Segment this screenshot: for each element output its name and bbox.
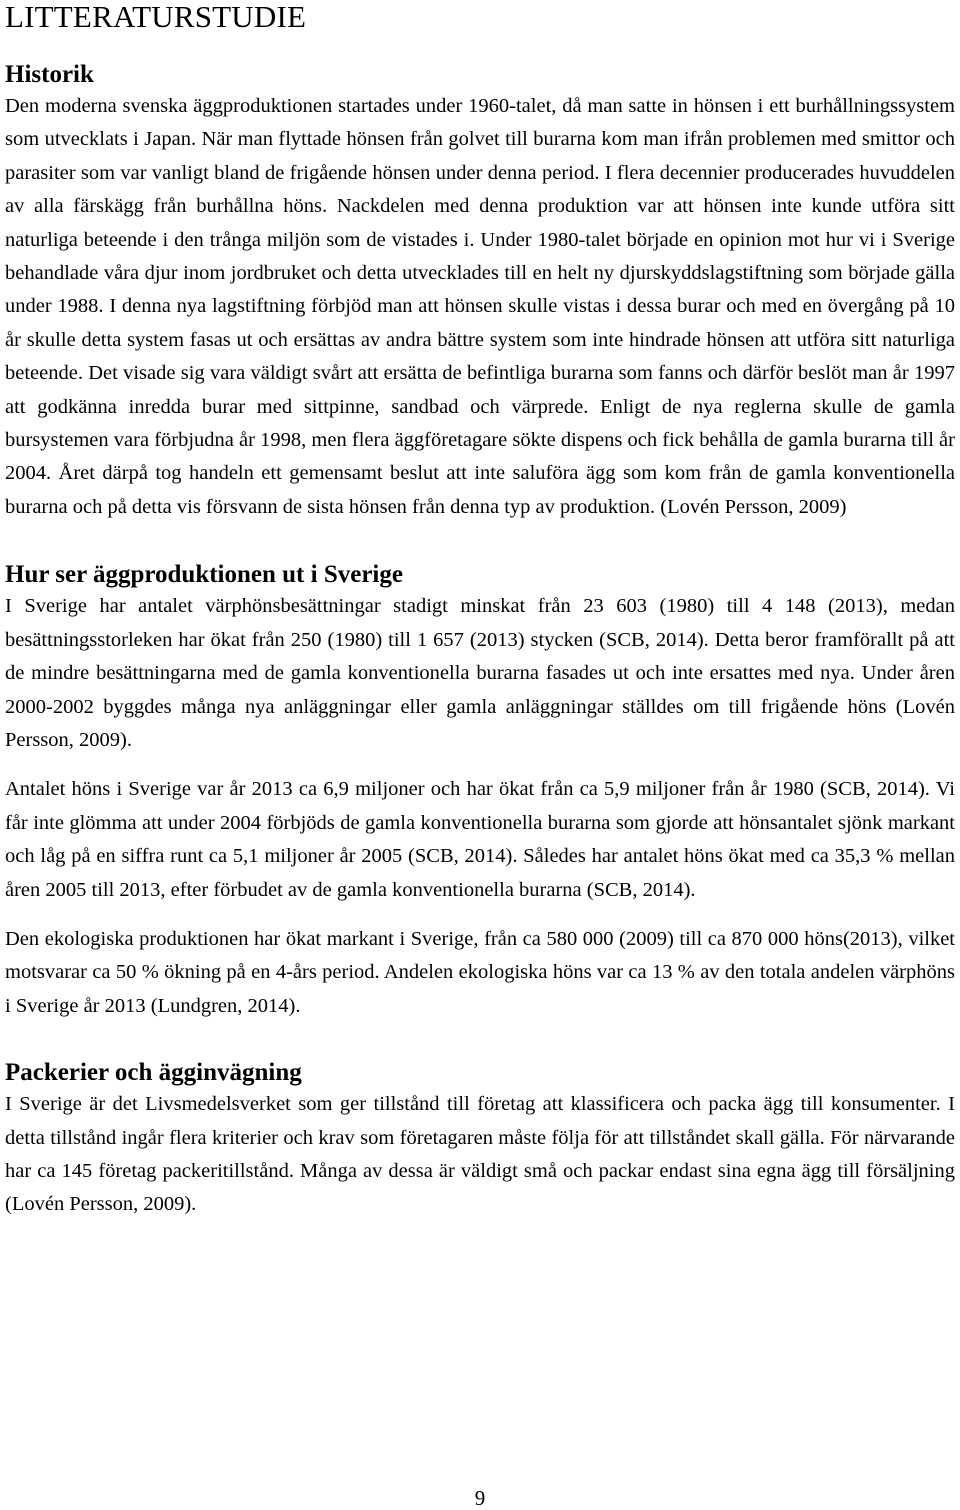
paragraph-antal-hons: Antalet höns i Sverige var år 2013 ca 6,9 miljoner och har ökat från ca 5,9 miljoner från år 1980 (SCB, 2014). Vi får inte glömma att under 2004 förbjöds de gamla konventionella burarna som gjorde att hönsantalet sjönk markant och låg på en siffra runt ca 5,1 miljoner år 2005 (SCB, 2014). Således har antalet höns ökat med ca 35,3 % mellan åren 2005 till 2013, efter förbudet av de gamla konventionella burarna (SCB, 2014).	[5, 778, 955, 901]
page-number: 9	[474, 1486, 486, 1510]
section-heading-aggproduktion: Hur ser äggproduktionen ut i Sverige	[5, 561, 403, 589]
document-page	[5, 0, 955, 1222]
document-title: LITTERATURSTUDIE	[5, 0, 307, 34]
paragraph-packerier: I Sverige är det Livsmedelsverket som ger tillstånd till företag att klassificera och packa ägg till konsumenter. I detta tillstånd ingår flera kriterier och krav som företagaren måste följa för att tillståndet skall gälla. För närvarande har ca 145 företag packeritillstånd. Många av dessa är väldigt små och packar endast sina egna ägg till försäljning (Lovén Persson, 2009).	[5, 1093, 955, 1216]
section-heading-historik: Historik	[5, 61, 94, 88]
paragraph-besattningar: I Sverige har antalet värphönsbesättningar stadigt minskat från 23 603 (1980) till 4 148 (2013), medan besättningsstorleken har ökat från 250 (1980) till 1 657 (2013) stycken (SCB, 2014). Detta beror framförallt på att de mindre besättningarna med de gamla konventionella burarna fasades ut och inte ersattes med nya. Under åren 2000-2002 byggdes många nya anläggningar eller gamla anläggningar ställdes om till frigående höns (Lovén Persson, 2009).	[5, 595, 955, 751]
paragraph-ekologisk-produktion: Den ekologiska produktionen har ökat markant i Sverige, från ca 580 000 (2009) till ca 870 000 höns(2013), vilket motsvarar ca 50 % ökning på en 4-års period. Andelen ekologiska höns var ca 13 % av den totala andelen värphöns i Sverige år 2013 (Lundgren, 2014).	[5, 927, 955, 1017]
paragraph-historik: Den moderna svenska äggproduktionen startades under 1960-talet, då man satte in hönsen i ett burhållningssystem som utvecklats i Japan. När man flyttade hönsen från golvet till burarna kom man ifrån problemen med smittor och parasiter som var vanligt bland de frigående hönsen under denna period. I flera decennier producerades huvuddelen av alla färskägg från burhållna höns. Nackdelen med denna produktion var att hönsen inte kunde utföra sitt naturliga beteende i den trånga miljön som de vistades i. Under 1980-talet började en opinion mot hur vi i Sverige behandlade våra djur inom jordbruket och detta utvecklades till en helt ny djurskyddslagstiftning som började gälla under 1988. I denna nya lagstiftning förbjöd man att hönsen skulle vistas i dessa burar och med en övergång på 10 år skulle detta system fasas ut och ersättas av andra bättre system som inte hindrade hönsen att utföra sitt naturliga beteende. Det visade sig vara väldigt svårt att ersätta de befintliga burarna som fanns och därför beslöt man år 1997 att godkänna inredda burar med sittpinne, sandbad och värprede. Enligt de nya reglerna skulle de gamla bursystemen vara förbjudna år 1998, men flera äggföretagare sökte dispens och fick behålla de gamla burarna till år 2004. Året därpå tog handeln ett gemensamt beslut att inte saluföra ägg som kom från de gamla konventionella burarna och på detta vis försvann de sista hönsen från denna typ av produktion. (Lovén Persson, 2009)	[5, 95, 955, 518]
section-heading-packerier: Packerier och ägginvägning	[5, 1059, 302, 1087]
